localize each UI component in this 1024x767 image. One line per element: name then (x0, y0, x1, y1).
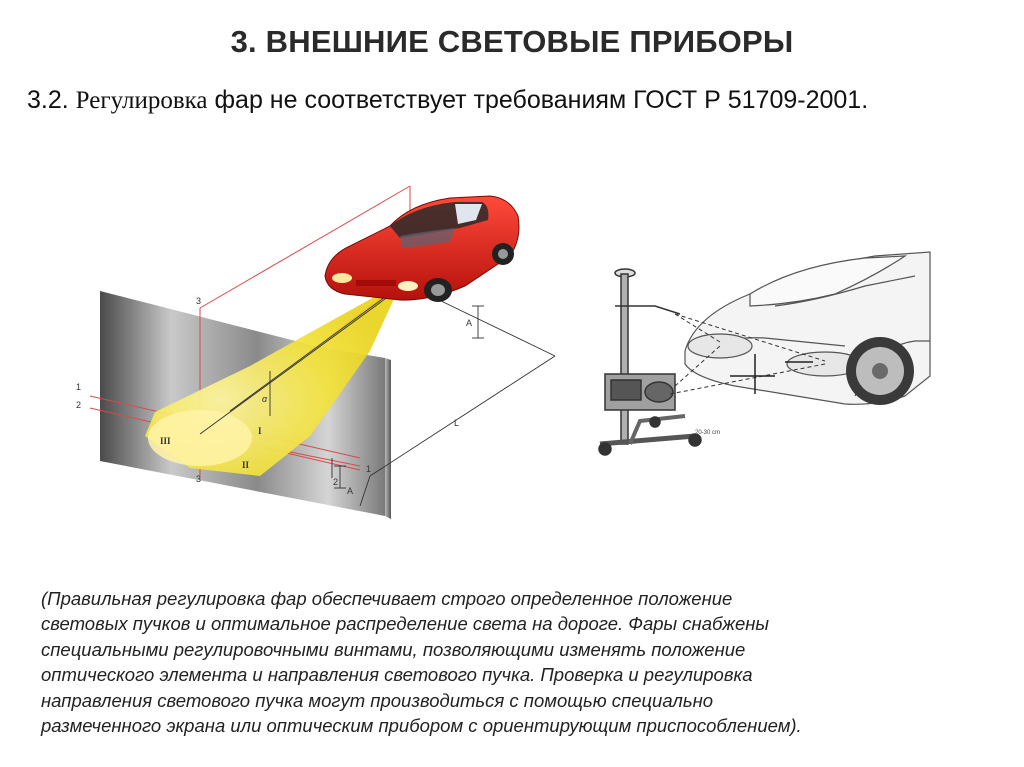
label-1: 1 (76, 382, 82, 392)
red-car (325, 196, 519, 302)
label-roman-2: II (242, 460, 250, 470)
label-a-top: A (466, 318, 473, 328)
paragraph-line: световых пучков и оптимальное распределение света на дороге. Фары снабжены (41, 613, 770, 635)
car-wheel (846, 337, 914, 405)
label-roman-3: III (160, 436, 171, 446)
paragraph-line: (Правильная регулировка фар обеспечивает строго определенное положение (41, 588, 733, 609)
label-3-bottom: 3 (196, 474, 202, 484)
label-l: L (454, 418, 460, 428)
subtitle-text: фар не соответствует требованиям ГОСТ Р 51709-2001. (214, 86, 869, 114)
label-3-top: 3 (196, 296, 202, 306)
subtitle-number: 3.2. (27, 86, 69, 114)
label-20-30cm: 20-30 cm (695, 430, 721, 436)
label-2-right: 2 (333, 477, 339, 487)
label-alpha: α (262, 394, 268, 404)
optical-adjuster-diagram (575, 246, 935, 466)
paragraph-line: специальными регулировочными винтами, позволяющими изменять положение (41, 638, 746, 660)
headlight-screen-diagram (70, 176, 570, 521)
paragraph-line: направления светового пучка могут производиться с помощью специально (41, 689, 714, 711)
subtitle-keyword: Регулировка (75, 87, 208, 114)
explanation-paragraph (41, 586, 991, 738)
label-a-bottom: A (347, 486, 354, 496)
label-1-right: 1 (366, 464, 372, 474)
paragraph-line: оптического элемента и направления светового пучка. Проверка и регулировка (41, 664, 753, 686)
label-2: 2 (76, 400, 82, 410)
slide-subtitle (27, 86, 868, 115)
slide-title: 3. ВНЕШНИЕ СВЕТОВЫЕ ПРИБОРЫ (230, 24, 794, 59)
label-roman-1: I (258, 426, 262, 436)
paragraph-line: размеченного экрана или оптическим прибором с ориентирующим приспособлением). (41, 715, 802, 737)
